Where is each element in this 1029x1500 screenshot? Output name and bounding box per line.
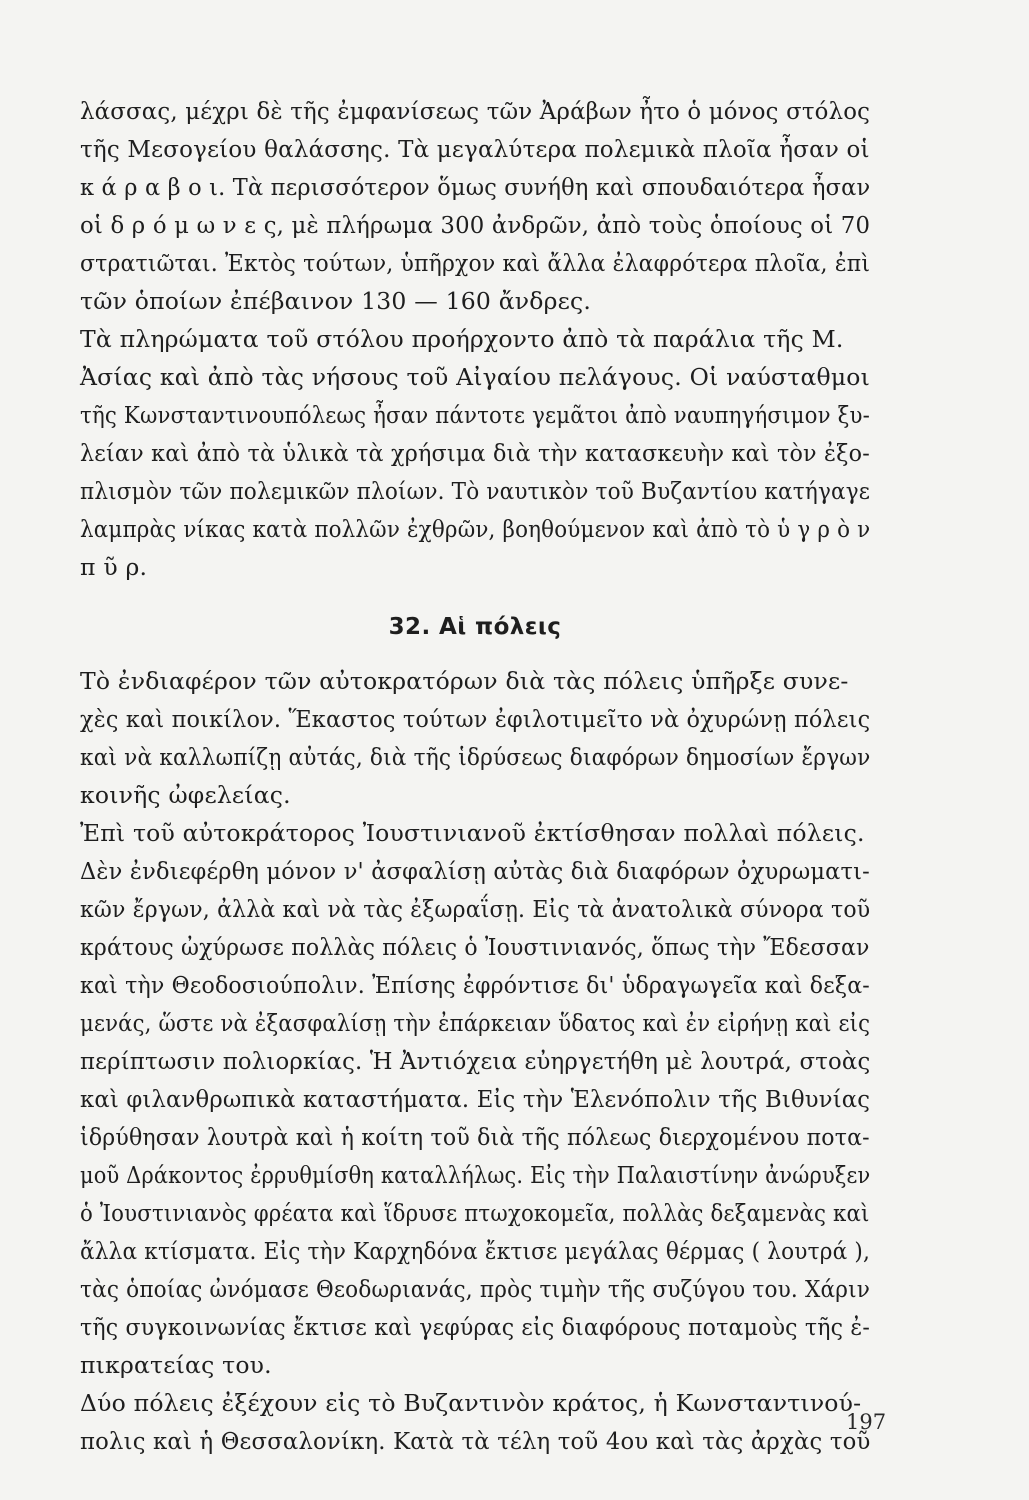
text-line: μενάς, ὥστε νὰ ἐξασφαλίσῃ τὴν ἐπάρκειαν ὕδατος καὶ ἐν εἰρήνῃ καὶ εἰς <box>80 1009 871 1037</box>
text-line: περίπτωσιν πολιορκίας. Ἡ Ἀντιόχεια εὐηργετήθη μὲ λουτρά, στοὰς <box>80 1047 871 1075</box>
text-line: κράτους ὠχύρωσε πολλὰς πόλεις ὁ Ἰουστινιανός, ὅπως τὴν Ἔδεσσαν <box>80 933 870 961</box>
text-line: Τὸ ἐνδιαφέρον τῶν αὐτοκρατόρων διὰ τὰς πόλεις ὑπῆρξε συνε- <box>80 667 849 695</box>
paragraph <box>80 662 870 814</box>
text-line: λάσσας, μέχρι δὲ τῆς ἐμφανίσεως τῶν Ἀράβων ἦτο ὁ μόνος στόλος <box>80 97 871 125</box>
text-line: κοινῆς ὠφελείας. <box>80 781 291 809</box>
paragraph <box>80 1384 870 1460</box>
text-line: τῶν ὁποίων ἐπέβαινον 130 — 160 ἄνδρες. <box>80 287 592 315</box>
text-line: καὶ νὰ καλλωπίζῃ αὐτάς, διὰ τῆς ἱδρύσεως διαφόρων δημοσίων ἔργων <box>80 743 871 771</box>
text-line: Δὲν ἐνδιεφέρθη μόνον ν' ἀσφαλίσῃ αὐτὰς διὰ διαφόρων ὀχυρωματι- <box>80 857 870 885</box>
text-line: καὶ τὴν Θεοδοσιούπολιν. Ἐπίσης ἐφρόντισε δι' ὑδραγωγεῖα καὶ δεξα- <box>80 971 870 999</box>
text-line: ἄλλα κτίσματα. Εἰς τὴν Καρχηδόνα ἔκτισε μεγάλας θέρμας ( λουτρά ), <box>80 1237 871 1265</box>
text-line: χὲς καὶ ποικίλον. Ἕκαστος τούτων ἐφιλοτιμεῖτο νὰ ὀχυρώνῃ πόλεις <box>80 705 871 733</box>
text-line: λαμπρὰς νίκας κατὰ πολλῶν ἐχθρῶν, βοηθούμενον καὶ ἀπὸ τὸ ὑ γ ρ ὸ ν <box>80 515 871 543</box>
text-line: Δύο πόλεις ἐξέχουν εἰς τὸ Βυζαντινὸν κράτος, ἡ Κωνσταντινού- <box>80 1389 862 1417</box>
text-line: Ἀσίας καὶ ἀπὸ τὰς νήσους τοῦ Αἰγαίου πελάγους. Οἱ ναύσταθμοι <box>80 363 871 391</box>
text-line: Τὰ πληρώματα τοῦ στόλου προήρχοντο ἀπὸ τὰ παράλια τῆς Μ. <box>80 325 844 353</box>
text-line: ὁ Ἰουστινιανὸς φρέατα καὶ ἵδρυσε πτωχοκομεῖα, πολλὰς δεξαμενὰς καὶ <box>80 1199 870 1227</box>
text-line: λείαν καὶ ἀπὸ τὰ ὑλικὰ τὰ χρήσιμα διὰ τὴν κατασκευὴν καὶ τὸν ἐξο- <box>80 439 870 467</box>
paragraph <box>80 320 870 586</box>
text-line: στρατιῶται. Ἐκτὸς τούτων, ὑπῆρχον καὶ ἄλλα ἐλαφρότερα πλοῖα, ἐπὶ <box>80 249 871 277</box>
text-line: μοῦ Δράκοντος ἐρρυθμίσθη καταλλήλως. Εἰς τὴν Παλαιστίνην ἀνώρυξεν <box>80 1161 871 1189</box>
text-line: πλισμὸν τῶν πολεμικῶν πλοίων. Τὸ ναυτικὸν τοῦ Βυζαντίου κατήγαγε <box>80 477 871 505</box>
text-line: πολις καὶ ἡ Θεσσαλονίκη. Κατὰ τὰ τέλη τοῦ 4ου καὶ τὰς ἀρχὰς τοῦ <box>80 1427 871 1455</box>
text-line: τῆς Μεσογείου θαλάσσης. Τὰ μεγαλύτερα πολεμικὰ πλοῖα ἦσαν οἱ <box>80 135 870 163</box>
text-line: ἱδρύθησαν λουτρὰ καὶ ἡ κοίτη τοῦ διὰ τῆς πόλεως διερχομένου ποτα- <box>80 1123 870 1151</box>
text-line: τὰς ὁποίας ὠνόμασε Θεοδωριανάς, πρὸς τιμὴν τῆς συζύγου του. Χάριν <box>80 1275 871 1303</box>
text-line: τῆς Κωνσταντινουπόλεως ἦσαν πάντοτε γεμᾶτοι ἀπὸ ναυπηγήσιμον ξυ- <box>80 401 871 429</box>
text-line: Ἐπὶ τοῦ αὐτοκράτορος Ἰουστινιανοῦ ἐκτίσθησαν πολλαὶ πόλεις. <box>80 819 865 847</box>
paragraph <box>80 814 870 1384</box>
text-line: τῆς συγκοινωνίας ἔκτισε καὶ γεφύρας εἰς διαφόρους ποταμοὺς τῆς ἐ- <box>80 1313 871 1341</box>
text-line: κ ά ρ α β ο ι. Τὰ περισσότερον ὅμως συνήθη καὶ σπουδαιότερα ἦσαν <box>80 173 871 201</box>
text-line: π ῦ ρ. <box>80 553 148 581</box>
page-number: 197 <box>846 1410 887 1434</box>
text-line: οἱ δ ρ ό μ ω ν ε ς, μὲ πλήρωμα 300 ἀνδρῶν, ἀπὸ τοὺς ὁποίους οἱ 70 <box>80 211 871 239</box>
text-line: καὶ φιλανθρωπικὰ καταστήματα. Εἰς τὴν Ἑλενόπολιν τῆς Βιθυνίας <box>80 1085 871 1113</box>
text-line: κῶν ἔργων, ἀλλὰ καὶ νὰ τὰς ἐξωραΐσῃ. Εἰς τὰ ἀνατολικὰ σύνορα τοῦ <box>80 895 871 923</box>
page-body <box>80 92 870 1460</box>
section-heading: 32. Αἱ πόλεις <box>388 614 562 640</box>
paragraph <box>80 92 870 320</box>
text-line: πικρατείας του. <box>80 1351 272 1379</box>
